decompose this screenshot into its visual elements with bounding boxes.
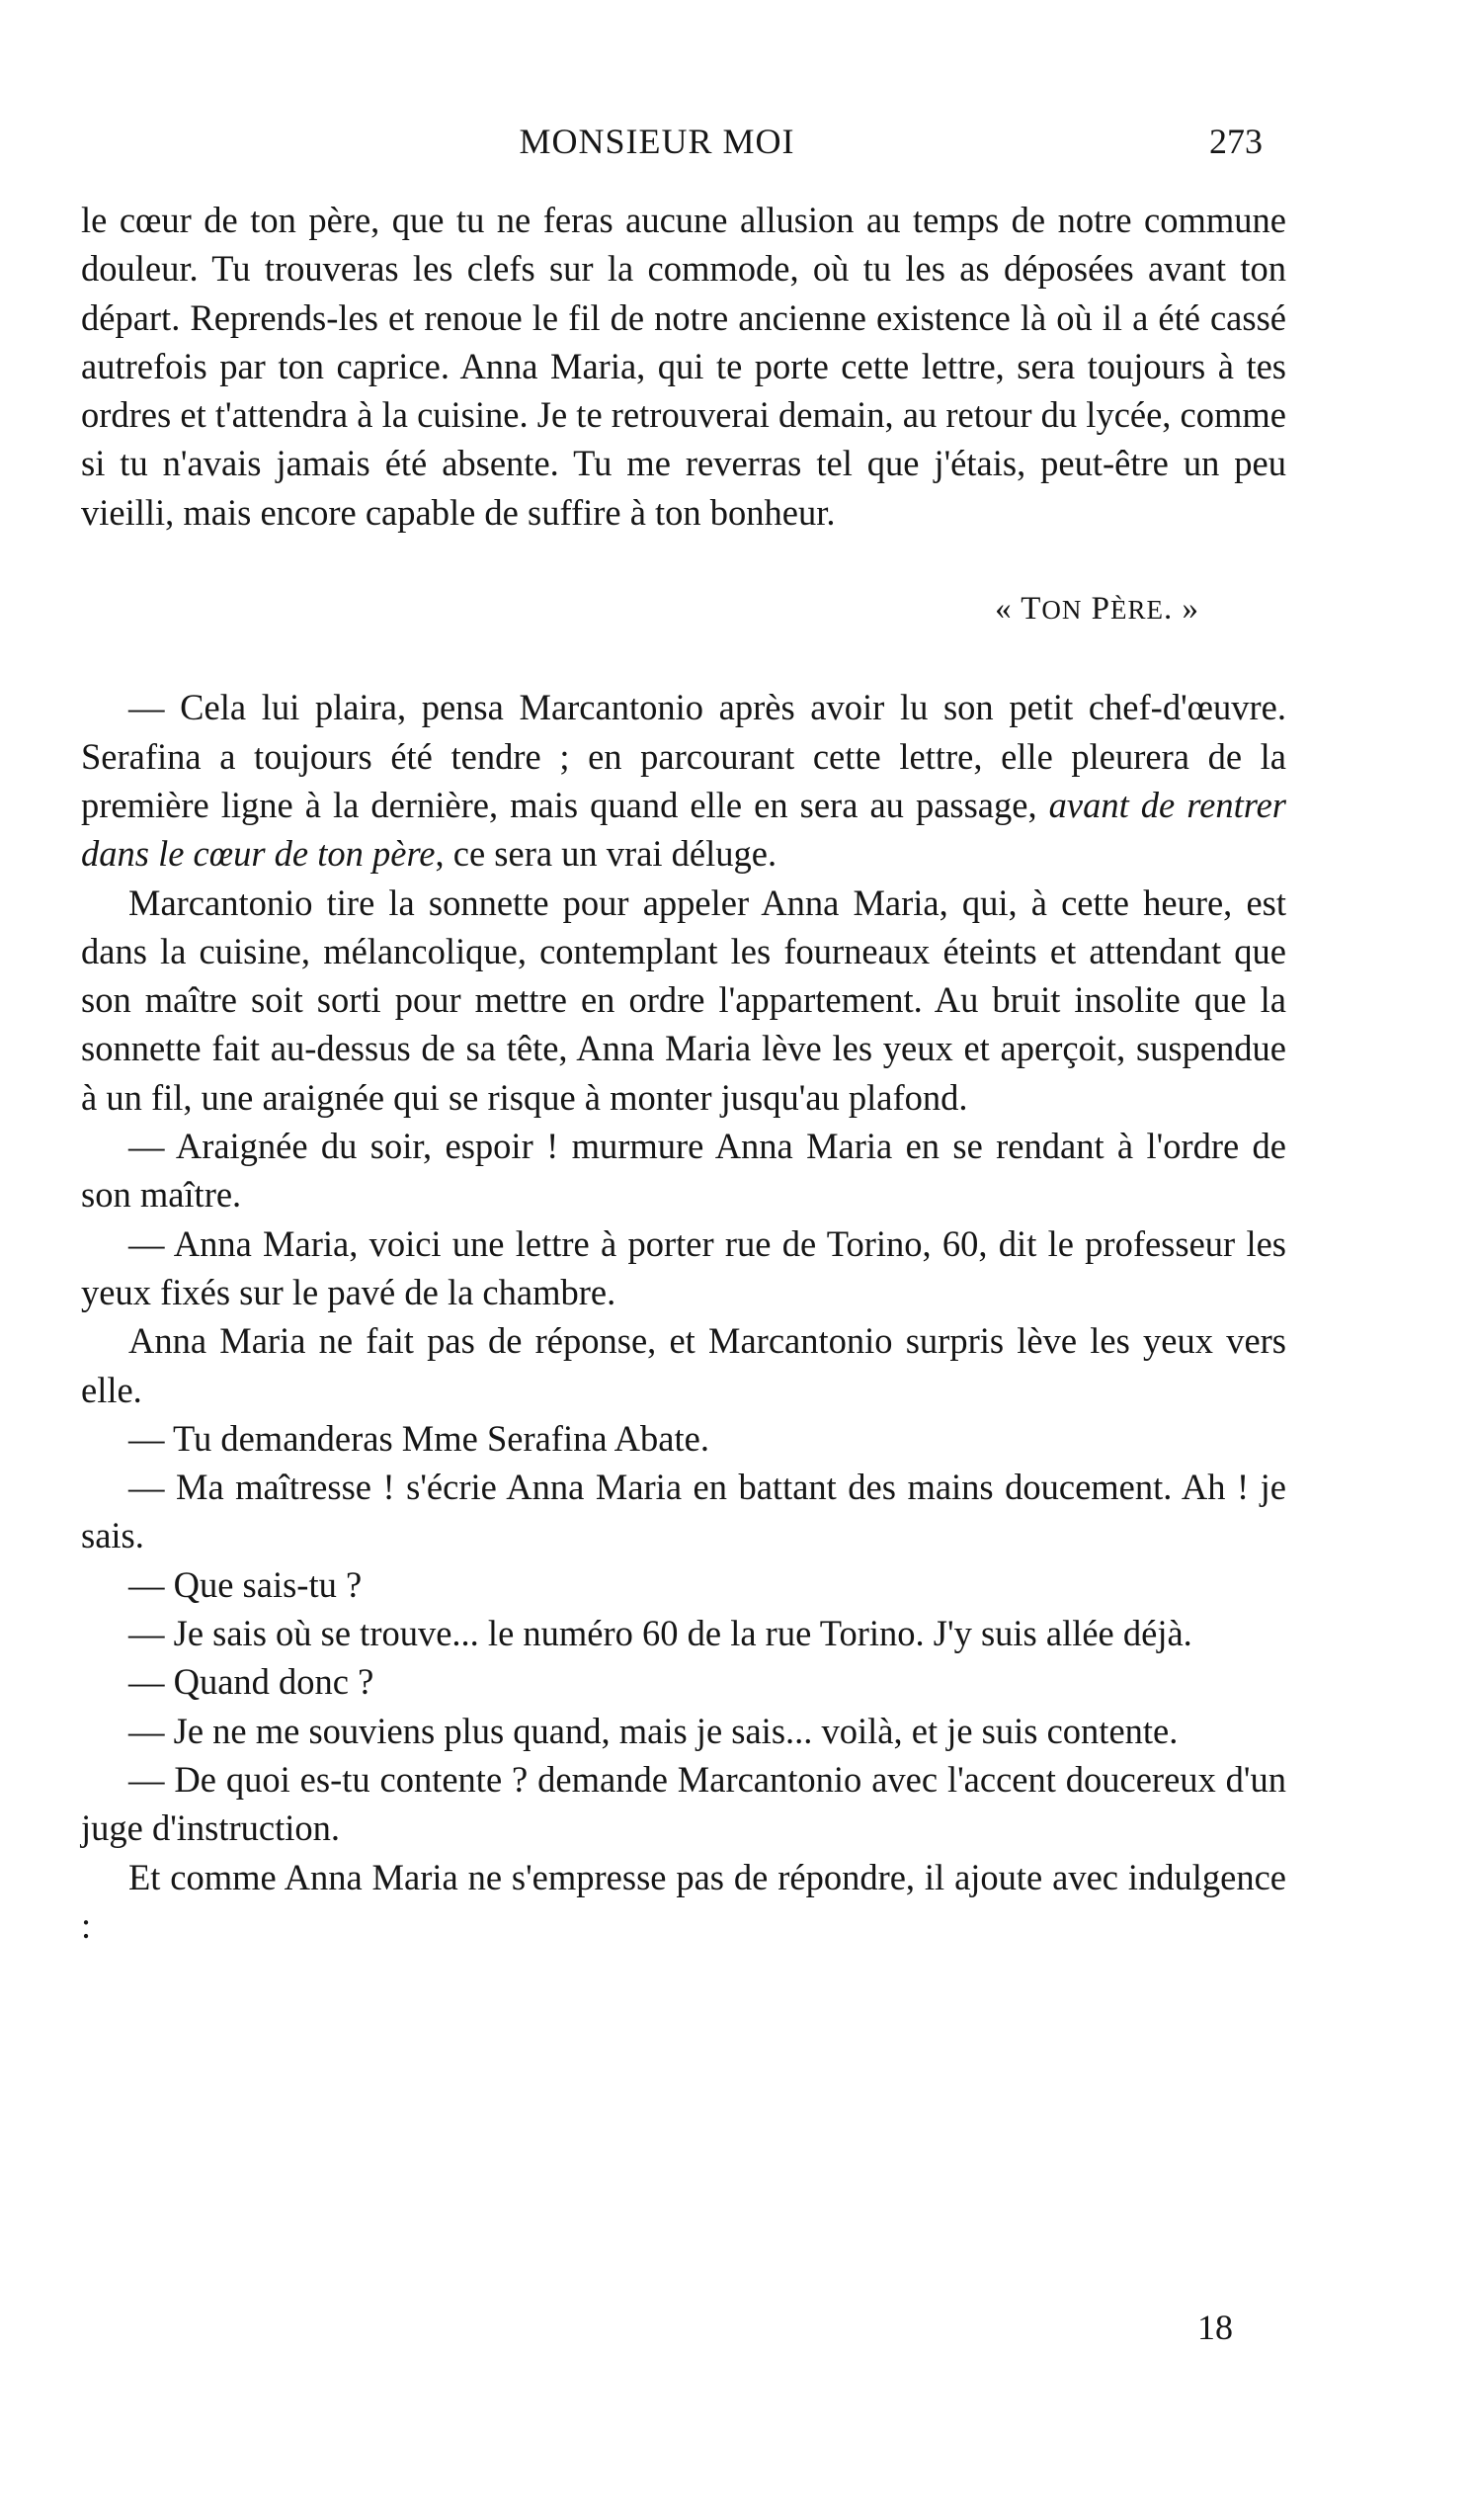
paragraph: — Je ne me souviens plus quand, mais je sais... voilà, et je suis contente. [128,1710,1179,1751]
paragraph [81,683,1286,878]
paragraph: Anna Maria ne fait pas de réponse, et Marcantonio surpris lève les yeux vers elle. [81,1320,1286,1410]
signature-on: ON [1041,595,1083,626]
signature-close: . » [1164,591,1199,628]
running-head [0,117,1472,176]
paragraph-text: — Cela lui plaira, pensa Marcantonio après avoir lu son petit chef-d'œuvre. Serafina a toujours été tendre ; en parcourant cette lettre, elle pleurera de la première ligne à la dernière, mais quand elle en sera au passage, [81,687,1286,825]
signature-t: T [1021,591,1042,628]
italic-quote: avant de rentrer dans le cœur de ton père [81,784,1286,875]
paragraph: — Je sais où se trouve... le numéro 60 de la rue Torino. J'y suis allée déjà. [128,1613,1192,1654]
paragraph: — Tu demanderas Mme Serafina Abate. [128,1417,709,1459]
signature-p: P [1082,591,1110,628]
signature-ere: ÈRE [1110,595,1164,626]
paragraph: — De quoi es-tu contente ? demande Marcantonio avec l'accent doucereux d'un juge d'instruction. [81,1758,1286,1849]
signature-open: « [995,591,1022,628]
page-number: 273 [1209,122,1263,161]
paragraph-text: , ce sera un vrai déluge. [435,833,777,875]
running-title: MONSIEUR MOI [519,122,795,161]
paragraph: — Araignée du soir, espoir ! murmure Anna Maria en se rendant à l'ordre de son maître. [81,1126,1286,1216]
paragraph: Et comme Anna Maria ne s'empresse pas de répondre, il ajoute avec indulgence : [81,1856,1286,1946]
paragraph: — Anna Maria, voici une lettre à porter rue de Torino, 60, dit le professeur les yeux fixés sur le pavé de la chambre. [81,1222,1286,1312]
paragraph: Marcantonio tire la sonnette pour appeler Anna Maria, qui, à cette heure, est dans la cuisine, mélancolique, contemplant les fourneaux éteints et attendant que son maître soit sorti pour mettre en ordre l'appartement. Au bruit insolite que la sonnette fait au-dessus de sa tête, Anna Maria lève les yeux et aperçoit, suspendue à un fil, une araignée qui se risque à monter jusqu'au plafond. [81,882,1286,1118]
paragraph: — Ma maîtresse ! s'écrie Anna Maria en battant des mains doucement. Ah ! je sais. [81,1467,1286,1556]
printer-signature-mark: 18 [1197,2308,1233,2347]
paragraph: — Quand donc ? [128,1661,374,1703]
paragraph: — Que sais-tu ? [128,1563,363,1605]
letter-signature [81,585,1199,634]
text-body [81,196,1286,1950]
letter-body: le cœur de ton père, que tu ne feras aucune allusion au temps de notre commune douleur. Tu trouveras les clefs sur la commode, où tu les as déposées avant ton départ. Reprends-les et renoue le fil de notre ancienne existence là où il a été cassé autrefois par ton caprice. Anna Maria, qui te porte cette lettre, sera toujours à tes ordres et t'attendra à la cuisine. Je te retrouverai demain, au retour du lycée, comme si tu n'avais jamais été absente. Tu me reverras tel que j'étais, peut-être un peu vieilli, mais encore capable de suffire à ton bonheur. [81,200,1286,533]
